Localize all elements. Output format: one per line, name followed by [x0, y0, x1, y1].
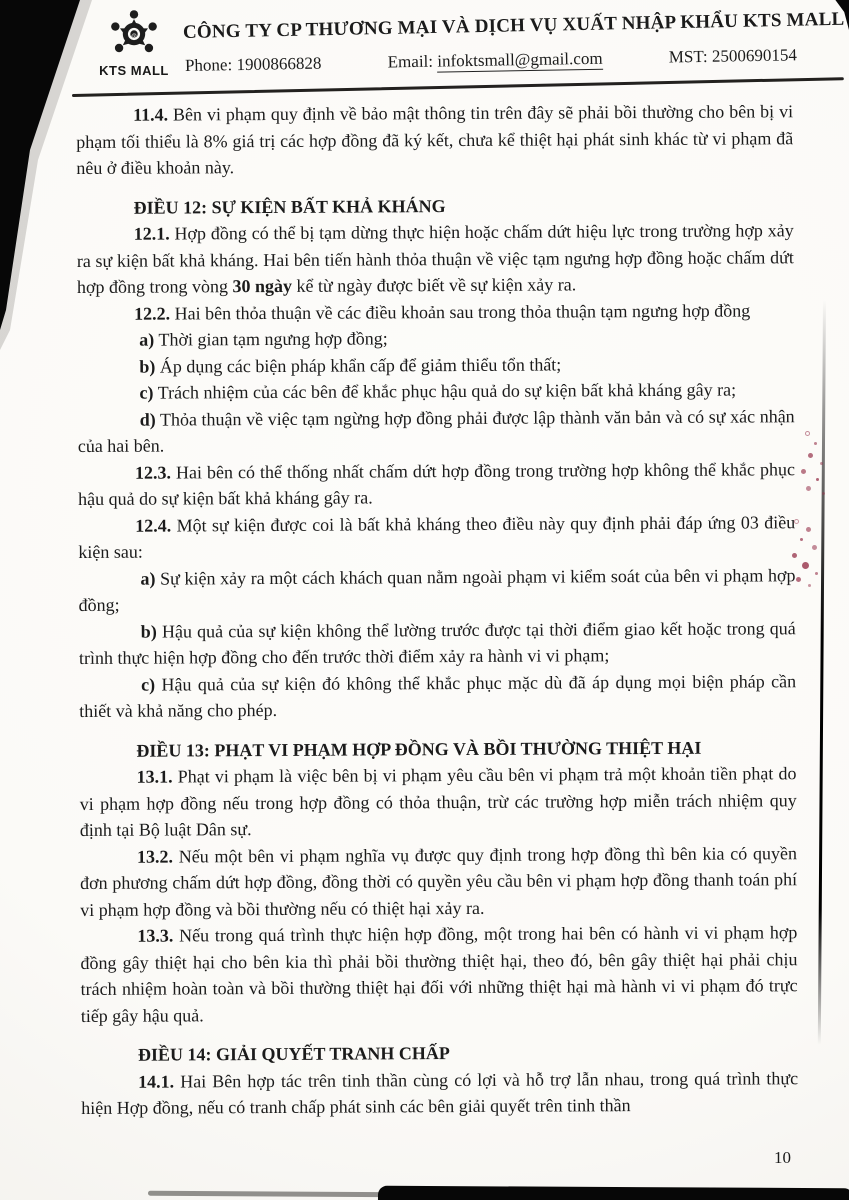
list-item: b) Hậu quả của sự kiện không thể lường trước được tại thời điểm giao kết hoặc trong quá trình thực hiện hợp đồng cho đến trước thời điểm xảy ra hành vi vi phạm;	[78, 617, 796, 668]
list-item: c) Hậu quả của sự kiện đó không thể khắc phục mặc dù đã áp dụng mọi biện pháp cần thiết và khả năng cho phép.	[79, 670, 797, 721]
stamp-mark-speckles	[795, 520, 798, 523]
logo-emblem-icon	[106, 6, 162, 62]
company-logo	[84, 6, 184, 78]
list-item: b) Áp dụng các biện pháp khẩn cấp để giảm thiểu tổn thất;	[139, 353, 562, 377]
paragraph: 14.1. Hai Bên hợp tác trên tinh thần cùng có lợi và hỗ trợ lẫn nhau, trong quá trình thực hiện Hợp đồng, nếu có tranh chấp phát sinh các bên giải quyết trên tinh thần	[81, 1067, 799, 1118]
tax-id: MST: 2500690154	[668, 45, 798, 67]
paragraph: 13.1. Phạt vi phạm là việc bên bị vi phạm yêu cầu bên vi phạm trả một khoản tiền phạt do vi phạm hợp đồng nếu trong hợp đồng có thỏa thuận, trừ các trường hợp miễn trách nhiệm quy định tại Bộ luật Dân sự.	[79, 763, 797, 840]
svg-text:@: @	[131, 33, 137, 40]
paragraph: 12.4. Một sự kiện được coi là bất khả kháng theo điều này quy định phải đáp ứng 03 điều kiện sau:	[78, 511, 796, 562]
phone: Phone: 1900866828	[184, 53, 322, 75]
contract-body	[76, 98, 798, 1121]
stamp-mark-speckles	[806, 432, 809, 435]
paragraph: 12.2. Hai bên thỏa thuận về các điều khoản sau trong thỏa thuận tạm ngưng hợp đồng	[134, 299, 751, 324]
list-item: c) Trách nhiệm của các bên để khắc phục hậu quả do sự kiện bất khả kháng gây ra;	[139, 379, 737, 403]
paragraph: 11.4. Bên vi phạm quy định về bảo mật thông tin trên đây sẽ phải bồi thường cho bên bị vi phạm tối thiểu là 8% giá trị các hợp đồng đã ký kết, chưa kể thiệt hại phát sinh khác từ vi phạm đã nêu ở điều khoản này.	[76, 101, 794, 178]
header-divider	[72, 77, 844, 96]
company-header	[0, 0, 849, 100]
email-address: infoktsmall@gmail.com	[437, 48, 603, 71]
paragraph: 12.1. Hợp đồng có thể bị tạm dừng thực hiện hoặc chấm dứt hiệu lực trong trường hợp xảy ra sự kiện bất khả kháng. Hai bên tiến hành thỏa thuận về việc tạm ngưng hợp đồng hoặc chấm dứt hợp đồng trong vòng 30 ngày kể từ ngày được biết về sự kiện xảy ra.	[76, 220, 794, 297]
section-heading: ĐIỀU 12: SỰ KIỆN BẤT KHẢ KHÁNG	[133, 195, 446, 218]
list-item: d) Thỏa thuận về việc tạm ngừng hợp đồng phải được lập thành văn bản và có sự xác nhận của hai bên.	[77, 405, 795, 456]
company-name: CÔNG TY CP THƯƠNG MẠI VÀ DỊCH VỤ XUẤT NHẬP KHẨU KTS MALL	[182, 8, 845, 43]
scan-page-edge-line	[818, 300, 826, 1045]
list-item: a) Sự kiện xảy ra một cách khách quan nằm ngoài phạm vi kiểm soát của bên vi phạm hợp đồng;	[78, 564, 796, 615]
paragraph: 13.3. Nếu trong quá trình thực hiện hợp đồng, một trong hai bên có hành vi vi phạm hợp đồng gây thiệt hại cho bên kia thì phải bồi thường thiệt hại, theo đó, bên gây thiệt hại phải chịu trách nhiệm hoàn toàn và bồi thường thiệt hại đối với những thiệt hại mà hành vi vi phạm đó trực tiếp gây hậu quả.	[80, 922, 798, 1026]
email: Email: infoktsmall@gmail.com	[387, 48, 603, 72]
paragraph: 13.2. Nếu một bên vi phạm nghĩa vụ được quy định trong hợp đồng thì bên kia có quyền đơn phương chấm dứt hợp đồng, đồng thời có quyền yêu cầu bên vi phạm hợp đồng thanh toán phí vi phạm hợp đồng và bồi thường nếu có thiệt hại xảy ra.	[80, 842, 798, 920]
section-heading: ĐIỀU 13: PHẠT VI PHẠM HỢP ĐỒNG VÀ BỒI THƯỜNG THIỆT HẠI	[136, 737, 702, 761]
list-item: a) Thời gian tạm ngưng hợp đồng;	[139, 328, 388, 350]
scan-bottom-shadow-dark	[378, 1186, 849, 1200]
paragraph: 12.3. Hai bên có thể thống nhất chấm dứt hợp đồng trong trường hợp không thể khắc phục hậu quả do sự kiện bất khả kháng gây ra.	[78, 458, 795, 509]
logo-text: KTS MALL	[99, 63, 169, 78]
page-number: 10	[774, 1148, 791, 1167]
section-heading: ĐIỀU 14: GIẢI QUYẾT TRANH CHẤP	[137, 1043, 450, 1065]
header-contact-row	[185, 45, 797, 76]
